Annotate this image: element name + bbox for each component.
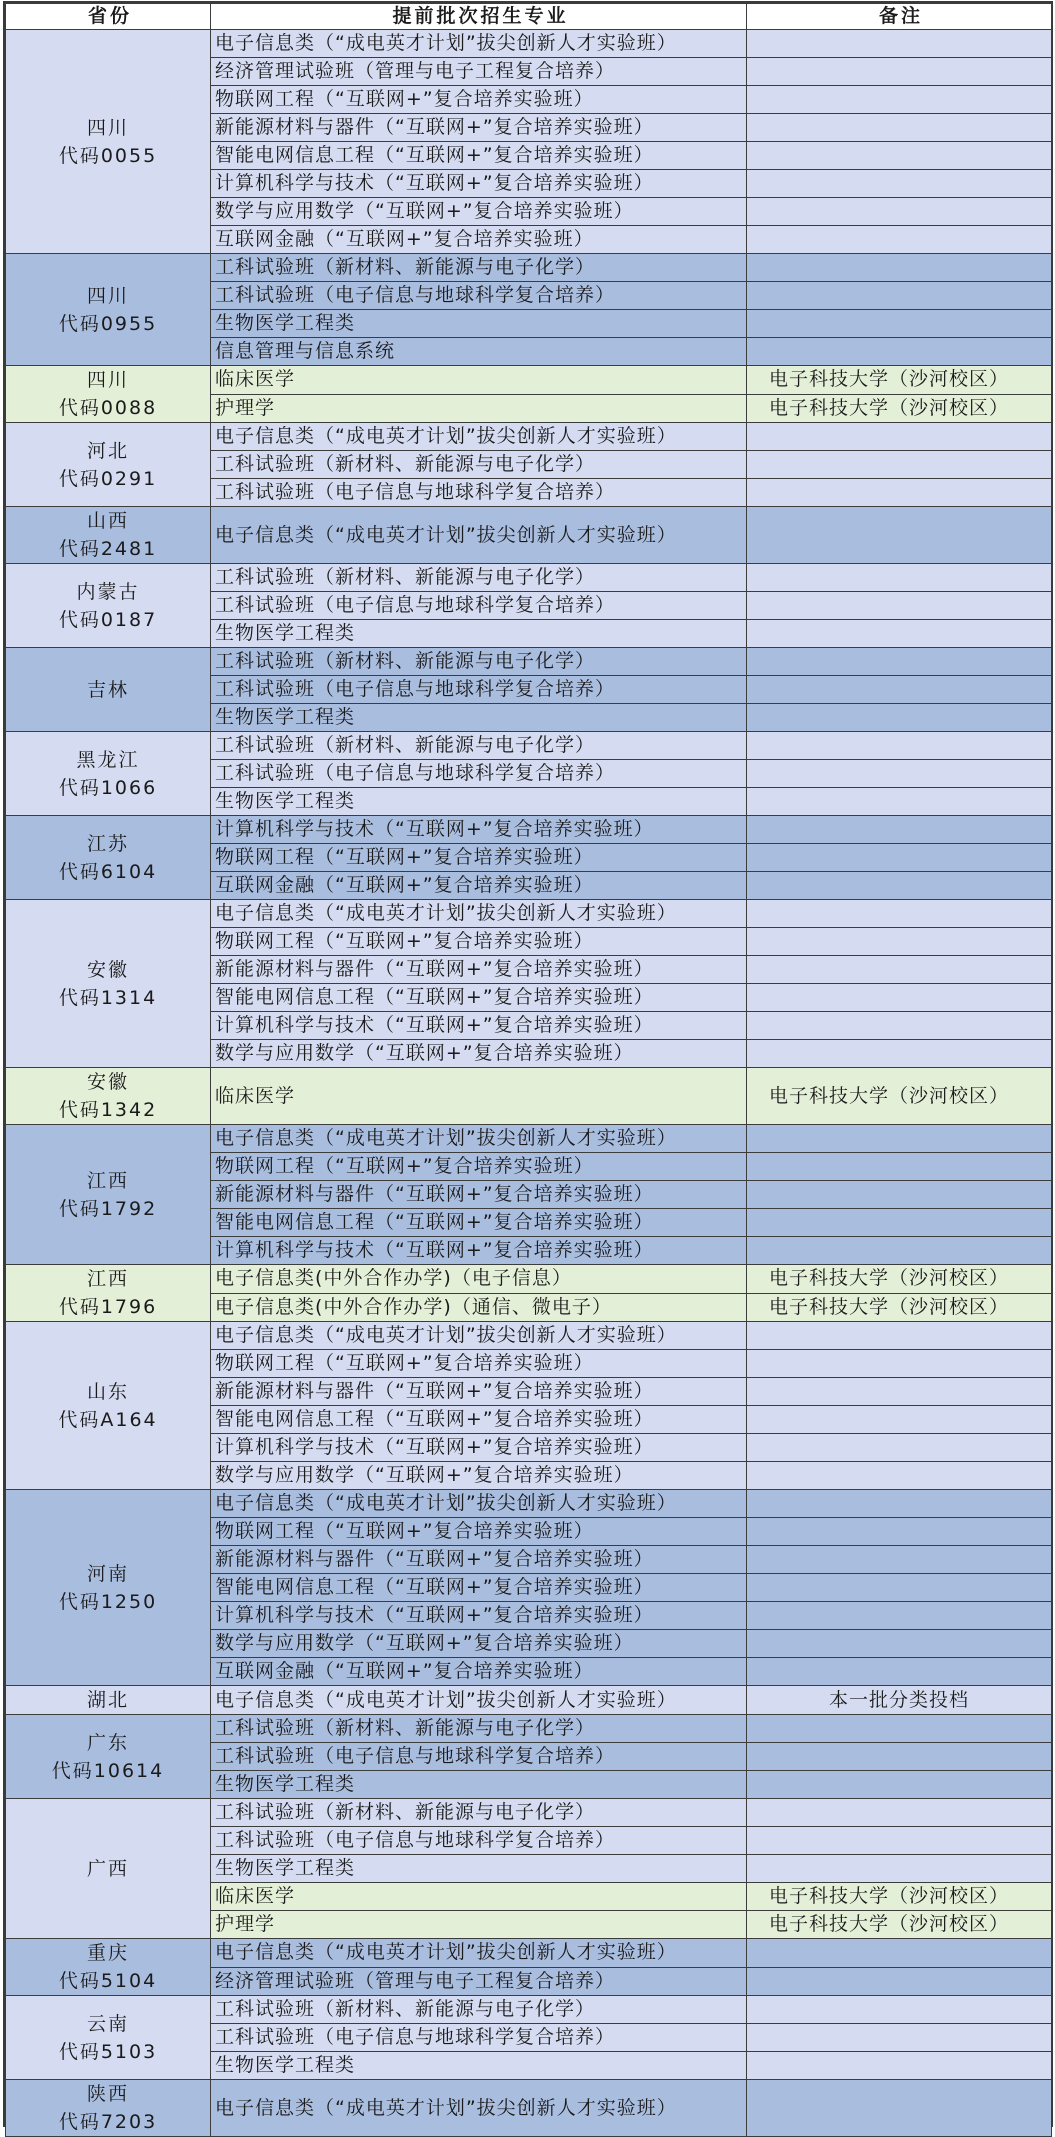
note-cell bbox=[747, 1967, 1052, 1996]
note-cell: 本一批分类投档 bbox=[747, 1686, 1052, 1715]
note-cell bbox=[747, 282, 1052, 310]
province-name: 江西 bbox=[86, 1268, 129, 1290]
province-code: 代码2481 bbox=[58, 538, 158, 560]
note-cell bbox=[747, 58, 1052, 86]
province-code: 代码6104 bbox=[58, 860, 158, 883]
table-row bbox=[6, 1265, 1052, 1294]
major-cell: 物联网工程（“互联网+”复合培养实验班） bbox=[211, 928, 747, 956]
province-name: 重庆 bbox=[86, 1942, 129, 1964]
province-name: 内蒙古 bbox=[76, 580, 140, 603]
table-row bbox=[6, 1715, 1052, 1743]
province-name: 广东 bbox=[86, 1731, 129, 1754]
note-cell bbox=[747, 1237, 1052, 1265]
table-row bbox=[6, 648, 1052, 676]
note-cell bbox=[747, 507, 1052, 564]
province-cell bbox=[6, 564, 211, 648]
province-cell bbox=[6, 732, 211, 816]
major-cell: 电子信息类（“成电英才计划”拔尖创新人才实验班） bbox=[211, 900, 747, 928]
province-cell bbox=[6, 1996, 211, 2080]
note-cell bbox=[747, 1434, 1052, 1462]
major-cell: 数学与应用数学（“互联网+”复合培养实验班） bbox=[211, 198, 747, 226]
note-cell bbox=[747, 1490, 1052, 1518]
note-cell bbox=[747, 1125, 1052, 1153]
table-row bbox=[6, 1939, 1052, 1968]
major-cell: 经济管理试验班（管理与电子工程复合培养） bbox=[211, 1967, 747, 1996]
province-code: 代码1066 bbox=[58, 776, 158, 799]
note-cell bbox=[747, 1181, 1052, 1209]
table-row bbox=[6, 1799, 1052, 1827]
admissions-table-sheet bbox=[3, 1, 1053, 2133]
major-cell: 工科试验班（新材料、新能源与电子化学） bbox=[211, 1715, 747, 1743]
province-cell bbox=[6, 1715, 211, 1799]
major-cell: 新能源材料与器件（“互联网+”复合培养实验班） bbox=[211, 1546, 747, 1574]
major-cell: 工科试验班（新材料、新能源与电子化学） bbox=[211, 451, 747, 479]
major-cell: 新能源材料与器件（“互联网+”复合培养实验班） bbox=[211, 114, 747, 142]
note-cell bbox=[747, 900, 1052, 928]
province-code: 代码0187 bbox=[58, 608, 158, 631]
note-cell bbox=[747, 1153, 1052, 1181]
table-row bbox=[6, 1068, 1052, 1125]
note-cell bbox=[747, 170, 1052, 198]
major-cell: 工科试验班（电子信息与地球科学复合培养） bbox=[211, 592, 747, 620]
note-cell: 电子科技大学（沙河校区） bbox=[747, 1911, 1052, 1939]
major-cell: 智能电网信息工程（“互联网+”复合培养实验班） bbox=[211, 984, 747, 1012]
header-province: 省份 bbox=[6, 4, 211, 30]
note-cell bbox=[747, 732, 1052, 760]
province-name: 陕西 bbox=[86, 2083, 129, 2105]
major-cell: 护理学 bbox=[211, 394, 747, 423]
province-cell bbox=[6, 1125, 211, 1265]
note-cell bbox=[747, 1518, 1052, 1546]
major-cell: 生物医学工程类 bbox=[211, 2052, 747, 2080]
note-cell bbox=[747, 1771, 1052, 1799]
major-cell: 智能电网信息工程（“互联网+”复合培养实验班） bbox=[211, 142, 747, 170]
note-cell bbox=[747, 788, 1052, 816]
province-name: 河南 bbox=[86, 1562, 129, 1585]
major-cell: 电子信息类（“成电英才计划”拔尖创新人才实验班） bbox=[211, 1490, 747, 1518]
major-cell: 新能源材料与器件（“互联网+”复合培养实验班） bbox=[211, 956, 747, 984]
province-code: 代码1250 bbox=[58, 1590, 158, 1613]
note-cell bbox=[747, 142, 1052, 170]
province-name: 黑龙江 bbox=[76, 748, 140, 771]
major-cell: 生物医学工程类 bbox=[211, 704, 747, 732]
table-row bbox=[6, 1686, 1052, 1715]
province-code: 代码0088 bbox=[58, 397, 158, 419]
province-cell bbox=[6, 507, 211, 564]
province-name: 安徽 bbox=[86, 958, 129, 981]
note-cell bbox=[747, 1546, 1052, 1574]
note-cell bbox=[747, 1406, 1052, 1434]
note-cell: 电子科技大学（沙河校区） bbox=[747, 366, 1052, 395]
province-cell bbox=[6, 1265, 211, 1322]
province-name: 广西 bbox=[86, 1857, 129, 1880]
note-cell bbox=[747, 564, 1052, 592]
major-cell: 互联网金融（“互联网+”复合培养实验班） bbox=[211, 226, 747, 254]
note-cell bbox=[747, 592, 1052, 620]
note-cell bbox=[747, 1743, 1052, 1771]
major-cell: 工科试验班（电子信息与地球科学复合培养） bbox=[211, 676, 747, 704]
major-cell: 电子信息类（“成电英才计划”拔尖创新人才实验班） bbox=[211, 30, 747, 58]
major-cell: 互联网金融（“互联网+”复合培养实验班） bbox=[211, 872, 747, 900]
table-row bbox=[6, 564, 1052, 592]
table-row bbox=[6, 1322, 1052, 1350]
major-cell: 物联网工程（“互联网+”复合培养实验班） bbox=[211, 1153, 747, 1181]
province-name: 安徽 bbox=[86, 1071, 129, 1093]
province-cell bbox=[6, 423, 211, 507]
table-body bbox=[6, 30, 1052, 2137]
major-cell: 智能电网信息工程（“互联网+”复合培养实验班） bbox=[211, 1209, 747, 1237]
province-code: 代码1796 bbox=[58, 1296, 158, 1318]
major-cell: 电子信息类（“成电英才计划”拔尖创新人才实验班） bbox=[211, 1939, 747, 1968]
note-cell bbox=[747, 1715, 1052, 1743]
major-cell: 工科试验班（电子信息与地球科学复合培养） bbox=[211, 1743, 747, 1771]
note-cell bbox=[747, 1350, 1052, 1378]
province-name: 云南 bbox=[86, 2012, 129, 2035]
note-cell bbox=[747, 1996, 1052, 2024]
note-cell bbox=[747, 30, 1052, 58]
note-cell bbox=[747, 114, 1052, 142]
province-code: 代码10614 bbox=[51, 1759, 165, 1782]
major-cell: 新能源材料与器件（“互联网+”复合培养实验班） bbox=[211, 1378, 747, 1406]
table-row bbox=[6, 2080, 1052, 2137]
major-cell: 工科试验班（新材料、新能源与电子化学） bbox=[211, 254, 747, 282]
province-code: 代码1792 bbox=[58, 1197, 158, 1220]
table-row bbox=[6, 30, 1052, 58]
province-code: 代码5103 bbox=[58, 2040, 158, 2063]
province-cell bbox=[6, 1686, 211, 1715]
major-cell: 工科试验班（电子信息与地球科学复合培养） bbox=[211, 282, 747, 310]
admissions-table bbox=[5, 3, 1052, 2137]
note-cell: 电子科技大学（沙河校区） bbox=[747, 1068, 1052, 1125]
note-cell: 电子科技大学（沙河校区） bbox=[747, 1883, 1052, 1911]
province-name: 湖北 bbox=[86, 1689, 129, 1711]
note-cell bbox=[747, 2080, 1052, 2137]
header-note: 备注 bbox=[747, 4, 1052, 30]
province-code: 代码1342 bbox=[58, 1099, 158, 1121]
province-cell bbox=[6, 366, 211, 423]
province-name: 吉林 bbox=[86, 678, 129, 701]
province-cell bbox=[6, 254, 211, 366]
major-cell: 互联网金融（“互联网+”复合培养实验班） bbox=[211, 1658, 747, 1686]
major-cell: 临床医学 bbox=[211, 366, 747, 395]
table-row bbox=[6, 507, 1052, 564]
province-cell bbox=[6, 648, 211, 732]
major-cell: 计算机科学与技术（“互联网+”复合培养实验班） bbox=[211, 1602, 747, 1630]
note-cell bbox=[747, 226, 1052, 254]
major-cell: 计算机科学与技术（“互联网+”复合培养实验班） bbox=[211, 1434, 747, 1462]
major-cell: 智能电网信息工程（“互联网+”复合培养实验班） bbox=[211, 1574, 747, 1602]
major-cell: 数学与应用数学（“互联网+”复合培养实验班） bbox=[211, 1040, 747, 1068]
note-cell bbox=[747, 676, 1052, 704]
major-cell: 经济管理试验班（管理与电子工程复合培养） bbox=[211, 58, 747, 86]
major-cell: 电子信息类（“成电英才计划”拔尖创新人才实验班） bbox=[211, 1125, 747, 1153]
province-code: 代码7203 bbox=[58, 2111, 158, 2133]
note-cell: 电子科技大学（沙河校区） bbox=[747, 1265, 1052, 1294]
note-cell: 电子科技大学（沙河校区） bbox=[747, 394, 1052, 423]
major-cell: 电子信息类（“成电英才计划”拔尖创新人才实验班） bbox=[211, 423, 747, 451]
major-cell: 物联网工程（“互联网+”复合培养实验班） bbox=[211, 1350, 747, 1378]
table-row bbox=[6, 1125, 1052, 1153]
province-code: 代码5104 bbox=[58, 1970, 158, 1992]
note-cell bbox=[747, 1378, 1052, 1406]
major-cell: 工科试验班（新材料、新能源与电子化学） bbox=[211, 564, 747, 592]
major-cell: 生物医学工程类 bbox=[211, 310, 747, 338]
note-cell bbox=[747, 648, 1052, 676]
province-code: 代码0955 bbox=[58, 312, 158, 335]
table-row bbox=[6, 366, 1052, 395]
major-cell: 工科试验班（新材料、新能源与电子化学） bbox=[211, 648, 747, 676]
note-cell bbox=[747, 704, 1052, 732]
major-cell: 护理学 bbox=[211, 1911, 747, 1939]
note-cell bbox=[747, 86, 1052, 114]
major-cell: 工科试验班（电子信息与地球科学复合培养） bbox=[211, 1827, 747, 1855]
major-cell: 智能电网信息工程（“互联网+”复合培养实验班） bbox=[211, 1406, 747, 1434]
note-cell bbox=[747, 451, 1052, 479]
note-cell bbox=[747, 1322, 1052, 1350]
province-cell bbox=[6, 1939, 211, 1996]
note-cell bbox=[747, 620, 1052, 648]
note-cell bbox=[747, 1602, 1052, 1630]
note-cell bbox=[747, 198, 1052, 226]
major-cell: 物联网工程（“互联网+”复合培养实验班） bbox=[211, 1518, 747, 1546]
province-code: 代码1314 bbox=[58, 986, 158, 1009]
major-cell: 工科试验班（新材料、新能源与电子化学） bbox=[211, 1996, 747, 2024]
major-cell: 生物医学工程类 bbox=[211, 788, 747, 816]
major-cell: 数学与应用数学（“互联网+”复合培养实验班） bbox=[211, 1462, 747, 1490]
table-row bbox=[6, 732, 1052, 760]
major-cell: 物联网工程（“互联网+”复合培养实验班） bbox=[211, 86, 747, 114]
major-cell: 工科试验班（新材料、新能源与电子化学） bbox=[211, 1799, 747, 1827]
note-cell bbox=[747, 928, 1052, 956]
major-cell: 计算机科学与技术（“互联网+”复合培养实验班） bbox=[211, 1012, 747, 1040]
note-cell bbox=[747, 1040, 1052, 1068]
province-name: 江苏 bbox=[86, 832, 129, 855]
province-name: 河北 bbox=[86, 439, 129, 462]
note-cell bbox=[747, 338, 1052, 366]
note-cell bbox=[747, 479, 1052, 507]
province-name: 四川 bbox=[86, 284, 129, 307]
major-cell: 电子信息类(中外合作办学)（通信、微电子） bbox=[211, 1293, 747, 1322]
note-cell bbox=[747, 254, 1052, 282]
province-code: 代码0291 bbox=[58, 467, 158, 490]
note-cell bbox=[747, 2024, 1052, 2052]
province-cell bbox=[6, 816, 211, 900]
note-cell bbox=[747, 423, 1052, 451]
major-cell: 临床医学 bbox=[211, 1068, 747, 1125]
major-cell: 工科试验班（电子信息与地球科学复合培养） bbox=[211, 760, 747, 788]
province-name: 四川 bbox=[86, 369, 129, 391]
note-cell bbox=[747, 760, 1052, 788]
note-cell bbox=[747, 2052, 1052, 2080]
province-name: 山东 bbox=[86, 1380, 129, 1403]
province-cell bbox=[6, 30, 211, 254]
table-row bbox=[6, 1996, 1052, 2024]
note-cell bbox=[747, 844, 1052, 872]
note-cell bbox=[747, 872, 1052, 900]
province-cell bbox=[6, 1068, 211, 1125]
major-cell: 工科试验班（电子信息与地球科学复合培养） bbox=[211, 479, 747, 507]
major-cell: 工科试验班（新材料、新能源与电子化学） bbox=[211, 732, 747, 760]
province-name: 四川 bbox=[86, 116, 129, 139]
major-cell: 计算机科学与技术（“互联网+”复合培养实验班） bbox=[211, 170, 747, 198]
major-cell: 生物医学工程类 bbox=[211, 1771, 747, 1799]
note-cell bbox=[747, 1855, 1052, 1883]
province-code: 代码0055 bbox=[58, 144, 158, 167]
note-cell bbox=[747, 1658, 1052, 1686]
province-name: 江西 bbox=[86, 1169, 129, 1192]
major-cell: 生物医学工程类 bbox=[211, 620, 747, 648]
table-row bbox=[6, 900, 1052, 928]
table-row bbox=[6, 816, 1052, 844]
note-cell bbox=[747, 1799, 1052, 1827]
header-major: 提前批次招生专业 bbox=[211, 4, 747, 30]
note-cell bbox=[747, 1012, 1052, 1040]
major-cell: 数学与应用数学（“互联网+”复合培养实验班） bbox=[211, 1630, 747, 1658]
major-cell: 计算机科学与技术（“互联网+”复合培养实验班） bbox=[211, 1237, 747, 1265]
major-cell: 电子信息类（“成电英才计划”拔尖创新人才实验班） bbox=[211, 2080, 747, 2137]
note-cell bbox=[747, 984, 1052, 1012]
note-cell bbox=[747, 1462, 1052, 1490]
major-cell: 计算机科学与技术（“互联网+”复合培养实验班） bbox=[211, 816, 747, 844]
major-cell: 临床医学 bbox=[211, 1883, 747, 1911]
major-cell: 信息管理与信息系统 bbox=[211, 338, 747, 366]
major-cell: 工科试验班（电子信息与地球科学复合培养） bbox=[211, 2024, 747, 2052]
province-cell bbox=[6, 1490, 211, 1686]
note-cell bbox=[747, 1630, 1052, 1658]
province-cell bbox=[6, 1799, 211, 1939]
note-cell: 电子科技大学（沙河校区） bbox=[747, 1293, 1052, 1322]
note-cell bbox=[747, 956, 1052, 984]
note-cell bbox=[747, 1827, 1052, 1855]
note-cell bbox=[747, 816, 1052, 844]
major-cell: 新能源材料与器件（“互联网+”复合培养实验班） bbox=[211, 1181, 747, 1209]
province-name: 山西 bbox=[86, 510, 129, 532]
note-cell bbox=[747, 1209, 1052, 1237]
province-code: 代码A164 bbox=[58, 1408, 158, 1431]
note-cell bbox=[747, 1574, 1052, 1602]
province-cell bbox=[6, 2080, 211, 2137]
major-cell: 电子信息类(中外合作办学)（电子信息） bbox=[211, 1265, 747, 1294]
province-cell bbox=[6, 1322, 211, 1490]
major-cell: 物联网工程（“互联网+”复合培养实验班） bbox=[211, 844, 747, 872]
major-cell: 电子信息类（“成电英才计划”拔尖创新人才实验班） bbox=[211, 1322, 747, 1350]
table-row bbox=[6, 254, 1052, 282]
table-row bbox=[6, 1490, 1052, 1518]
header-row bbox=[6, 4, 1052, 30]
major-cell: 电子信息类（“成电英才计划”拔尖创新人才实验班） bbox=[211, 1686, 747, 1715]
major-cell: 电子信息类（“成电英才计划”拔尖创新人才实验班） bbox=[211, 507, 747, 564]
table-row bbox=[6, 423, 1052, 451]
note-cell bbox=[747, 1939, 1052, 1968]
major-cell: 生物医学工程类 bbox=[211, 1855, 747, 1883]
province-cell bbox=[6, 900, 211, 1068]
note-cell bbox=[747, 310, 1052, 338]
